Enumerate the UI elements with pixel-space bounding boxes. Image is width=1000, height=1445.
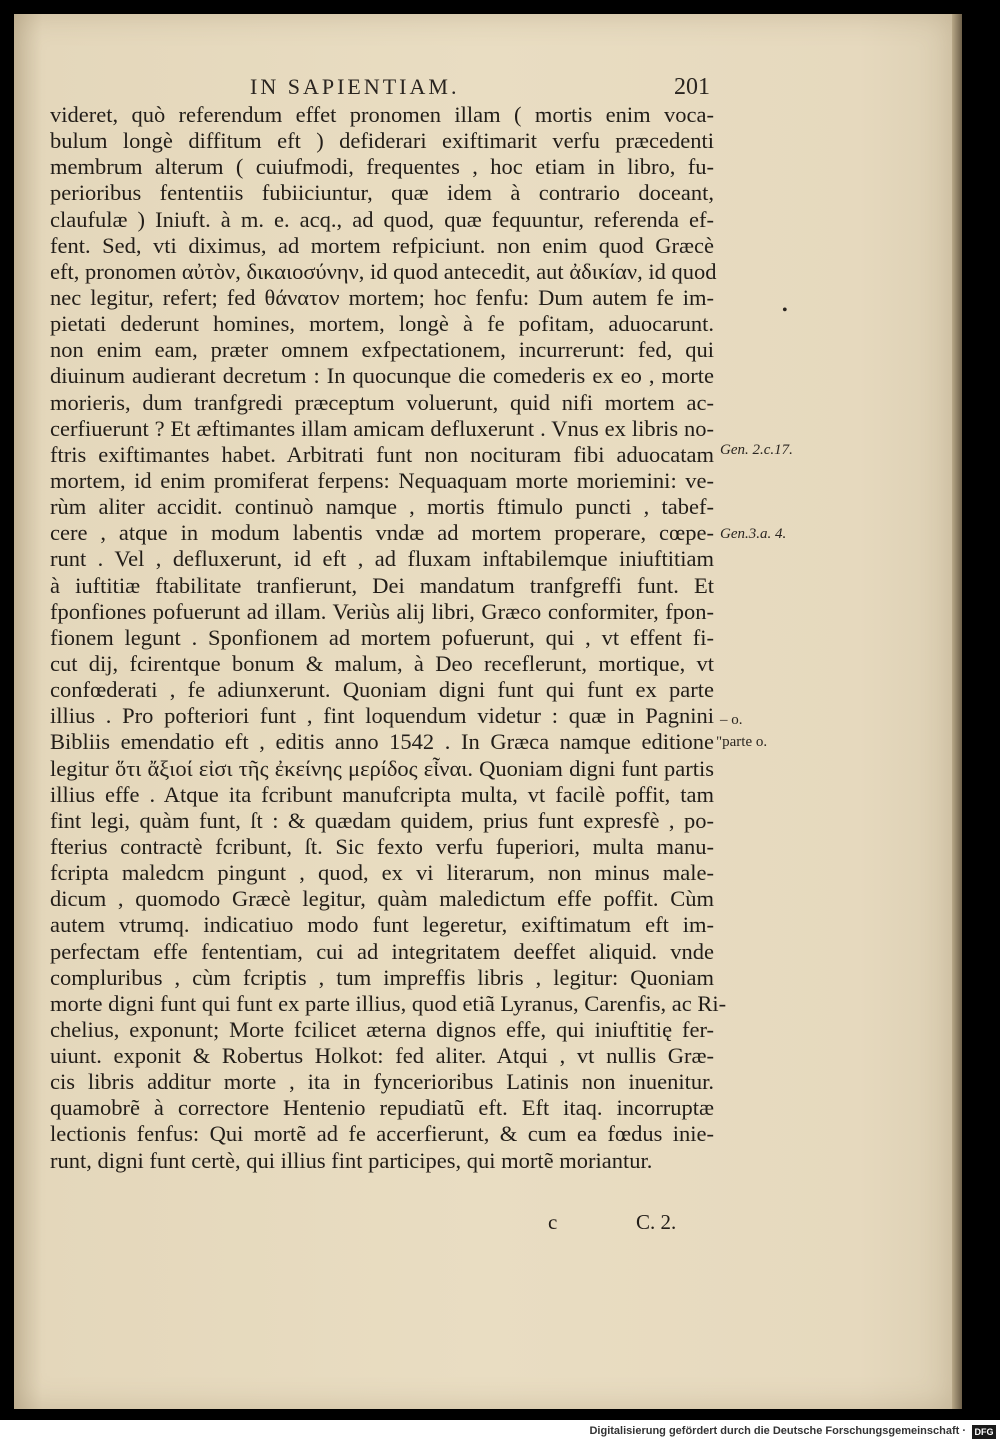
text-line: fterius contractè fcribunt, ſt. Sic fexto verfu fuperiori, multa manu- — [50, 833, 714, 859]
text-line: quamobrẽ à correctore Hentenio repudiatũ eft. Eft itaq. incorruptæ — [50, 1095, 714, 1121]
text-line: ftris exiftimantes habet. Arbitrati funt non nocituram fibi aduocatam — [50, 441, 714, 467]
text-line: legitur ὅτι ἄξιοί εἰσι τῆς ἐκείνης μερίδος εἶναι. Quoniam digni funt partis — [50, 755, 714, 781]
text-line: non enim eam, præter omnem exfpectationem, incurrerunt: fed, qui — [50, 337, 714, 363]
margin-dot-mark: • — [782, 302, 788, 319]
text-line: fint legi, quàm funt, ſt : & quædam quidem, prius funt expresfè , po- — [50, 807, 714, 833]
text-line: fionem legunt . Sponfionem ad mortem pofuerunt, qui , vt effent fi- — [50, 624, 714, 650]
text-line: runt . Vel , defluxerunt, id eft , ad fluxam inftabilemque iniuftitiam — [50, 546, 714, 572]
text-line: membrum alterum ( cuiufmodi, frequentes , hoc etiam in libro, fu- — [50, 154, 714, 180]
text-line: lectionis fenfus: Qui mortẽ ad fe accerfierunt, & cum ea fœdus inie- — [50, 1121, 714, 1147]
text-line: Bibliis emendatio eft , editis anno 1542 . In Græca namque editione — [50, 729, 714, 755]
margin-variant-parte: "parte o. — [716, 734, 768, 750]
text-line: cut dij, fcirentque bonum & malum, à Deo receflerunt, mortique, vt — [50, 650, 714, 676]
text-line: uiunt. exponit & Robertus Holkot: fed aliter. Atqui , vt nullis Græ- — [50, 1043, 714, 1069]
margin-variant-o: – o. — [720, 712, 743, 728]
text-line: cerfiuerunt ? Et æftimantes illam amicam defluxerunt . Vnus ex libris no- — [50, 415, 714, 441]
text-line: dicum , quomodo Græcè legitur, quàm maledictum effe poffit. Cùm — [50, 886, 714, 912]
text-line: morieris, dum tranfgredi præceptum voluerunt, quid nifi mortem ac- — [50, 389, 714, 415]
running-head-title: IN SAPIENTIAM. — [250, 74, 460, 99]
text-line: illius effe . Atque ita fcribunt manufcripta multa, vt facilè poffit, tam — [50, 781, 714, 807]
text-line: rùm aliter accidit. continuò namque , mortis ftimulo puncti , tabef- — [50, 494, 714, 520]
margin-note-gen-2: Gen. 2.c.17. — [720, 442, 793, 458]
funding-credit: Digitalisierung gefördert durch die Deutsche Forschungsgemeinschaft · — [589, 1425, 966, 1437]
text-line: runt, digni funt certè, qui illius fint participes, qui mortẽ moriantur. — [50, 1147, 653, 1173]
text-line: nec legitur, refert; fed θάνατον mortem; hoc fenfu: Dum autem fe im- — [50, 284, 714, 310]
text-line: claufulæ ) Iniuft. à m. e. acq., ad quod, quæ fequuntur, referenda ef- — [50, 206, 714, 232]
text-line: morte digni funt qui funt ex parte illius, quod etiã Lyranus, Carenfis, ac Ri- — [50, 990, 727, 1016]
text-line: fent. Sed, vti diximus, ad mortem refpiciunt. non enim quod Græcè — [50, 232, 714, 258]
text-line: diuinum audierant decretum : In quocunque die comederis ex eo , morte — [50, 363, 714, 389]
text-line: perfectam effe fententiam, cui ad integritatem deeffet aliquid. vnde — [50, 938, 714, 964]
page-number: 201 — [674, 74, 710, 100]
signature-mark: c — [548, 1210, 558, 1234]
text-line: cere , atque in modum labentis vndæ ad mortem properare, cœpe- — [50, 520, 714, 546]
catchword: C. 2. — [636, 1210, 677, 1234]
text-line: illius . Pro pofteriori funt , fint loquendum videtur : quæ in Pagnini — [50, 703, 714, 729]
text-line: pietati dederunt homines, mortem, longè à fe pofitam, aduocarunt. — [50, 311, 714, 337]
page-edge — [952, 14, 962, 1409]
body-text — [50, 102, 727, 1174]
text-line: perioribus fententiis fubiiciuntur, quæ idem à contrario doceant, — [50, 180, 714, 206]
credit-bar — [0, 1420, 1000, 1445]
text-line: eft, pronomen αὐτὸν, δικαιοσύνην, id quod antecedit, aut ἀδικίαν, id quod — [50, 258, 717, 284]
text-line: confœderati , fe adiunxerunt. Quoniam digni funt qui funt ex parte — [50, 677, 714, 703]
text-line: videret, quò referendum effet pronomen illam ( mortis enim voca- — [50, 102, 714, 127]
margin-note-gen-3: Gen.3.a. 4. — [720, 526, 787, 542]
text-line: compluribus , cùm fcriptis , tum impreffis libris , legitur: Quoniam — [50, 964, 714, 990]
text-line: fcripta maledcm pingunt , quod, ex vi literarum, non minus male- — [50, 860, 714, 886]
text-line: chelius, exponunt; Morte fcilicet æterna dignos effe, qui iniuftitię fer- — [50, 1016, 714, 1042]
text-line: cis libris additur morte , ita in fyncerioribus Latinis non inuenitur. — [50, 1069, 714, 1095]
text-line: bulum longè diffitum eft ) defiderari exiftimarit verfu præcedenti — [50, 128, 714, 154]
dfg-logo: DFG — [972, 1425, 996, 1439]
text-line: fponfiones pofuerunt ad illam. Veriùs alij libri, Græco conformiter, fpon- — [50, 598, 714, 624]
text-line: à iuftitiæ ftabilitate tranfierunt, Dei mandatum tranfgreffi funt. Et — [50, 572, 714, 598]
text-line: autem vtrumq. indicatiuo modo funt legeretur, exiftimatum eft im- — [50, 912, 714, 938]
text-line: mortem, id enim promiferat ferpens: Nequaquam morte moriemini: ve- — [50, 467, 714, 493]
